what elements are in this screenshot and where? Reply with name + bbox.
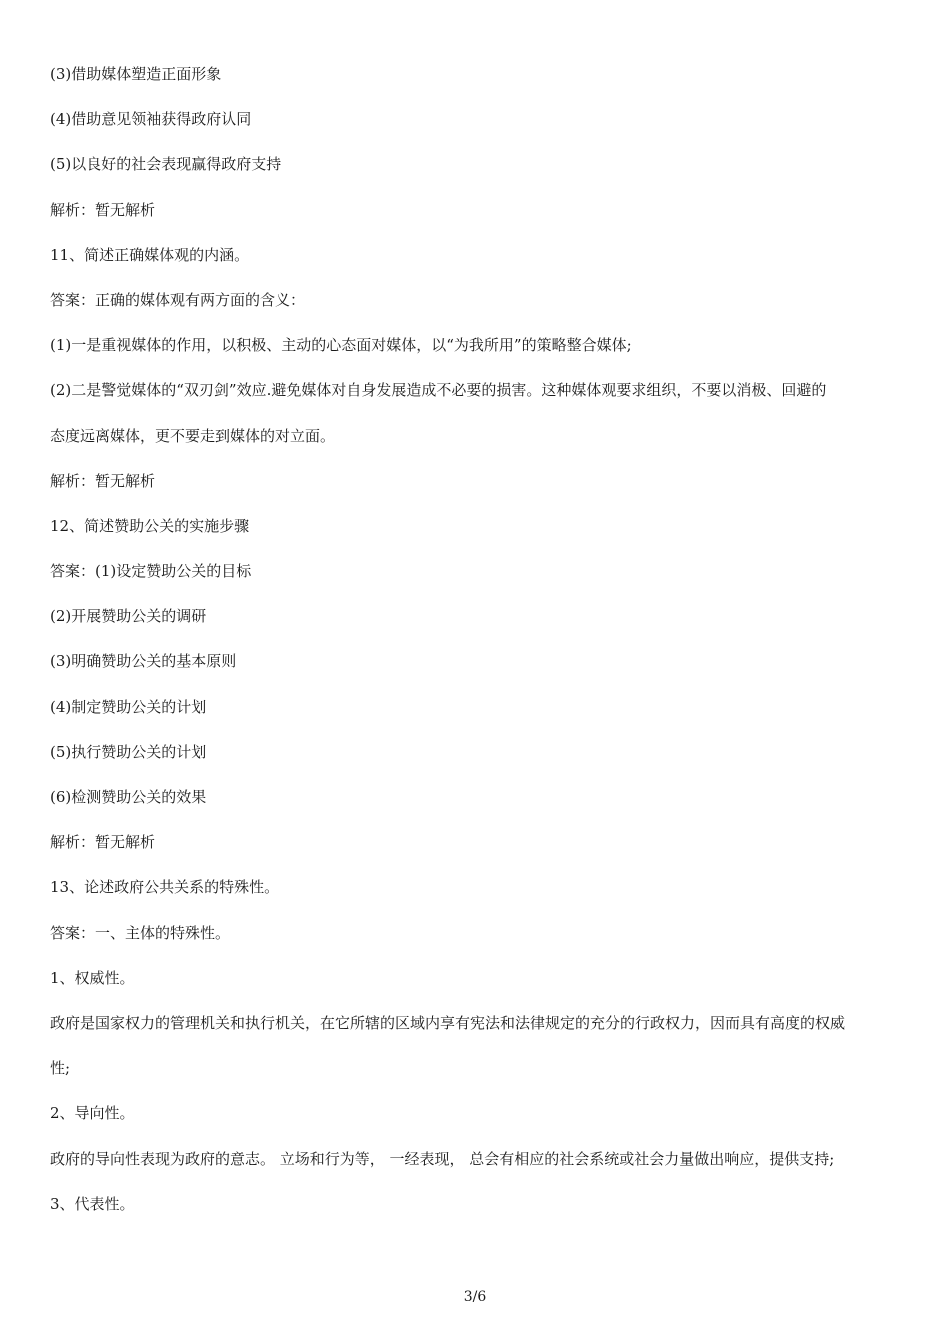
text-line: (3)明确赞助公关的基本原则: [50, 652, 237, 671]
text-line: (1)一是重视媒体的作用，以积极、主动的心态面对媒体，以“为我所用”的策略整合媒体;: [50, 336, 632, 355]
text-line: (6)检测赞助公关的效果: [50, 788, 207, 806]
text-line: (2)开展赞助公关的调研: [50, 607, 207, 626]
document-body: [50, 52, 900, 1227]
text-line: 政府是国家权力的管理机关和执行机关，在它所辖的区域内享有宪法和法律规定的充分的行政权力，因而具有高度的权威: [50, 1013, 846, 1032]
text-line: (5)以良好的社会表现赢得政府支持: [50, 155, 282, 174]
text-line: 政府的导向性表现为政府的意志。 立场和行为等， 一经表现， 总会有相应的社会系统或社会力量做出响应，提供支持;: [50, 1149, 835, 1168]
question-11: 11、简述正确媒体观的内涵。: [50, 245, 250, 264]
analysis-line: 解析：暂无解析: [50, 833, 156, 852]
text-line: 3、代表性。: [50, 1194, 135, 1213]
analysis-line: 解析：暂无解析: [50, 471, 156, 490]
text-line: 态度远离媒体，更不要走到媒体的对立面。: [50, 426, 336, 445]
answer-line: 答案：(1)设定赞助公关的目标: [50, 562, 252, 581]
text-line: (4)借助意见领袖获得政府认同: [50, 110, 252, 129]
page-number: 3/6: [463, 1289, 487, 1305]
text-line: (2)二是警觉媒体的“双刃剑”效应.避免媒体对自身发展造成不必要的损害。这种媒体观要求组织，不要以消极、回避的: [50, 381, 827, 400]
text-line: (4)制定赞助公关的计划: [50, 697, 207, 716]
text-line: (5)执行赞助公关的计划: [50, 742, 207, 761]
answer-line: 答案：正确的媒体观有两方面的含义：: [50, 290, 306, 309]
question-13: 13、论述政府公共关系的特殊性。: [50, 878, 280, 897]
text-line: 性;: [50, 1059, 71, 1078]
question-12: 12、简述赞助公关的实施步骤: [50, 516, 250, 535]
text-line: (3)借助媒体塑造正面形象: [50, 65, 222, 83]
analysis-line: 解析：暂无解析: [50, 200, 156, 219]
answer-line: 答案：一、主体的特殊性。: [50, 923, 231, 942]
text-line: 1、权威性。: [50, 968, 135, 987]
text-line: 2、导向性。: [50, 1104, 135, 1123]
